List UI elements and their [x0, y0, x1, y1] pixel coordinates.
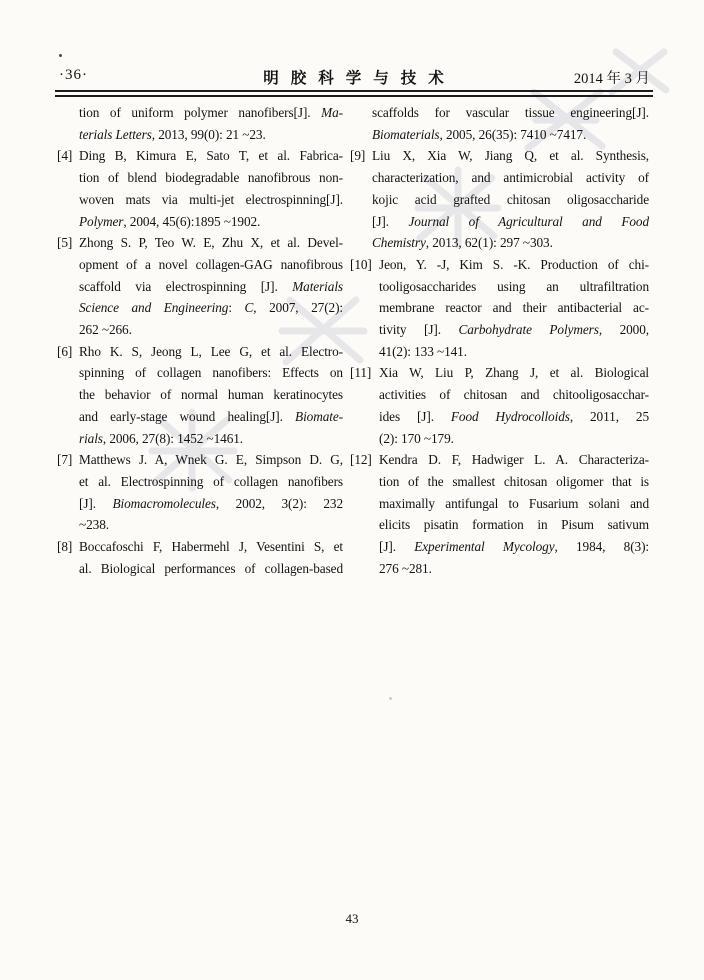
issue-date: 2014 年 3 月 [573, 71, 650, 87]
reference-item [350, 102, 649, 145]
reference-item [57, 102, 343, 145]
journal-title: 明胶科学与技术 [263, 70, 456, 87]
reference-line: kojic acid grafted chitosan oligosaccharide [372, 191, 649, 207]
reference-line: Liu X, Xia W, Jiang Q, et al. Synthesis, [372, 148, 649, 164]
reference-line: Matthews J. A, Wnek G. E, Simpson D. G, [79, 452, 343, 468]
reference-line: woven mats via multi-jet electrospinning[J]. [79, 191, 343, 207]
reference-line: and early-stage wound healing[J]. Biomate- [79, 408, 343, 424]
reference-line: scaffolds for vascular tissue engineering[J]. [372, 105, 649, 120]
reference-line: Rho K. S, Jeong L, Lee G, et al. Electro- [79, 343, 343, 359]
reference-line: maximally antifungal to Fusarium solani and [379, 495, 649, 511]
references-column-left [57, 102, 343, 579]
reference-line: 41(2): 133 ~141. [379, 343, 467, 359]
reference-number: [4] [57, 148, 73, 164]
reference-line: al. Biological performances of collagen-based [79, 560, 343, 576]
reference-line: Kendra D. F, Hadwiger L. A. Characteriza- [379, 452, 649, 468]
reference-item [350, 449, 649, 579]
reference-item [350, 362, 649, 449]
reference-line: opment of a novel collagen-GAG nanofibrous [79, 256, 343, 272]
reference-item [57, 536, 343, 579]
reference-line: Polymer, 2004, 45(6):1895 ~1902. [79, 213, 261, 229]
references-column-right [350, 102, 649, 579]
reference-line: Jeon, Y. -J, Kim S. -K. Production of chi- [379, 256, 649, 272]
reference-line: Zhong S. P, Teo W. E, Zhu X, et al. Devel- [79, 235, 343, 251]
reference-line: [J]. Biomacromolecules, 2002, 3(2): 232 [79, 495, 343, 511]
reference-item [57, 449, 343, 536]
reference-line: rials, 2006, 27(8): 1452 ~1461. [79, 430, 244, 446]
footer-page-number: 43 [345, 911, 359, 926]
reference-line: ~238. [79, 517, 109, 533]
reference-line: et al. Electrospinning of collagen nanofibers [79, 473, 343, 489]
reference-item [57, 341, 343, 450]
reference-line: tion of uniform polymer nanofibers[J]. Ma- [79, 105, 343, 120]
reference-number: [7] [57, 452, 73, 468]
header-page-number: ·36· [59, 67, 88, 83]
reference-number: [8] [57, 539, 73, 555]
reference-line: tion of blend biodegradable nanofibrous non- [79, 170, 343, 186]
reference-line: the behavior of normal human keratinocytes [79, 387, 343, 403]
reference-line: activities of chitosan and chitooligosacchar- [379, 387, 649, 403]
reference-line: Biomaterials, 2005, 26(35): 7410 ~7417. [372, 126, 587, 142]
scan-speck [389, 697, 392, 700]
references-section [57, 102, 649, 579]
reference-line: characterization, and antimicrobial activity of [372, 170, 649, 186]
reference-line: spinning of collagen nanofibers: Effects on [79, 365, 343, 381]
reference-item [350, 145, 649, 254]
reference-line: Ding B, Kimura E, Sato T, et al. Fabrica- [79, 148, 343, 164]
reference-line: [J]. Experimental Mycology, 1984, 8(3): [379, 539, 649, 555]
reference-item [350, 254, 649, 363]
reference-line: (2): 170 ~179. [379, 430, 454, 446]
page-header [57, 65, 650, 87]
reference-line: Science and Engineering: C, 2007, 27(2): [79, 300, 343, 316]
reference-line: tion of the smallest chitosan oligomer that is [379, 473, 649, 489]
scan-speck [59, 54, 62, 57]
reference-number: [10] [350, 256, 372, 272]
reference-line: membrane reactor and their antibacterial ac- [379, 300, 649, 316]
reference-number: [11] [350, 365, 372, 381]
reference-line: 276 ~281. [379, 560, 432, 576]
reference-number: [12] [350, 452, 372, 468]
reference-line: [J]. Journal of Agricultural and Food [372, 213, 649, 229]
reference-line: elicits pisatin formation in Pisum sativum [379, 517, 649, 533]
reference-line: terials Letters, 2013, 99(0): 21 ~23. [79, 126, 266, 142]
reference-number: [6] [57, 343, 73, 359]
reference-line: Xia W, Liu P, Zhang J, et al. Biological [379, 365, 649, 381]
header-double-rule [55, 90, 653, 97]
reference-line: scaffold via electrospinning [J]. Materials [79, 278, 343, 294]
reference-item [57, 232, 343, 341]
reference-number: [9] [350, 148, 366, 164]
reference-line: ides [J]. Food Hydrocolloids, 2011, 25 [379, 408, 649, 424]
reference-line: tivity [J]. Carbohydrate Polymers, 2000, [379, 322, 649, 338]
reference-item [57, 145, 343, 232]
reference-line: tooligosaccharides using an ultrafiltration [379, 278, 649, 294]
reference-line: Chemistry, 2013, 62(1): 297 ~303. [372, 235, 553, 251]
reference-line: Boccafoschi F, Habermehl J, Vesentini S, et [79, 539, 343, 555]
reference-line: 262 ~266. [79, 322, 132, 338]
reference-number: [5] [57, 235, 73, 251]
